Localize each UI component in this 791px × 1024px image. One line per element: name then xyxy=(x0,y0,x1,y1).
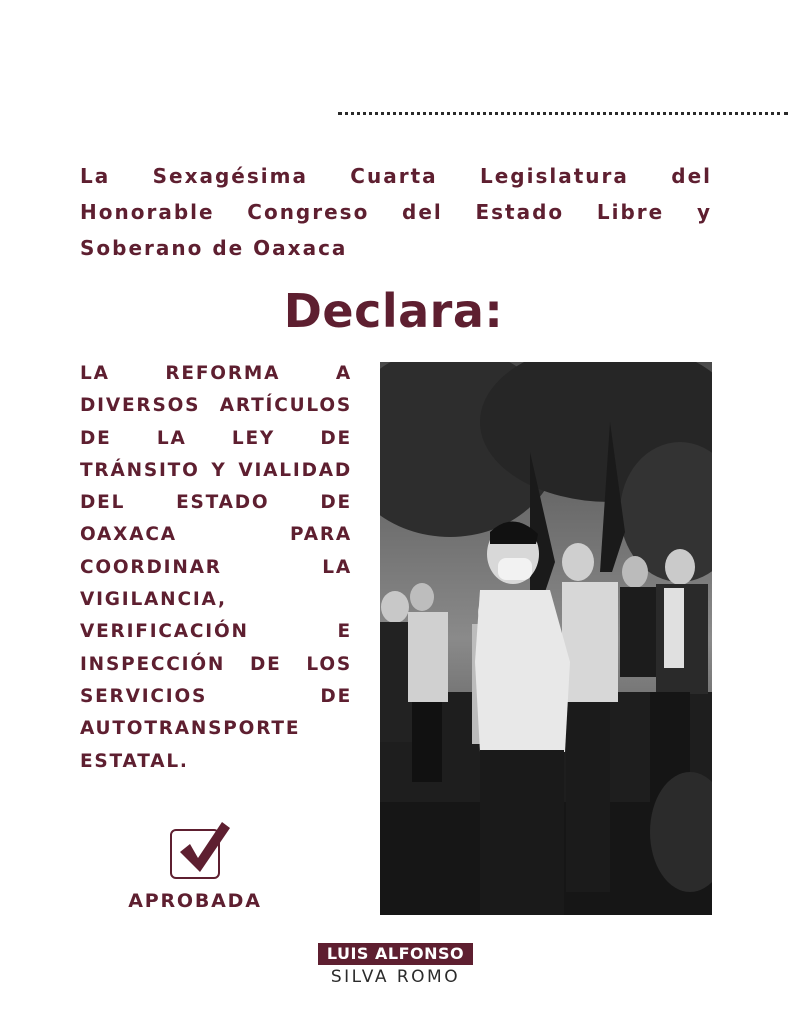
event-photo xyxy=(380,362,712,915)
logo-name-line2: SILVA ROMO xyxy=(330,967,461,987)
checkmark-icon xyxy=(176,818,232,876)
photo-illustration xyxy=(380,362,712,915)
dotted-divider xyxy=(338,112,788,115)
declaration-text: LA REFORMA A DIVERSOS ARTÍCULOS DE LA LEY DE TRÁNSITO Y VIALIDAD DEL ESTADO DE OAXACA PARA COORDINAR LA VIGILANCIA, VERIFICACIÓN E INSPECCIÓN DE LOS SERVICIOS DE AUTOTRANSPORTE ESTATAL. xyxy=(80,363,352,772)
logo-name-line1: LUIS ALFONSO xyxy=(318,943,473,965)
intro-text: La Sexagésima Cuarta Legislatura del Honorable Congreso del Estado Libre y Soberano de Oaxaca xyxy=(80,164,712,260)
status-label: APROBADA xyxy=(128,890,262,912)
page-title: Declara: xyxy=(283,284,504,338)
